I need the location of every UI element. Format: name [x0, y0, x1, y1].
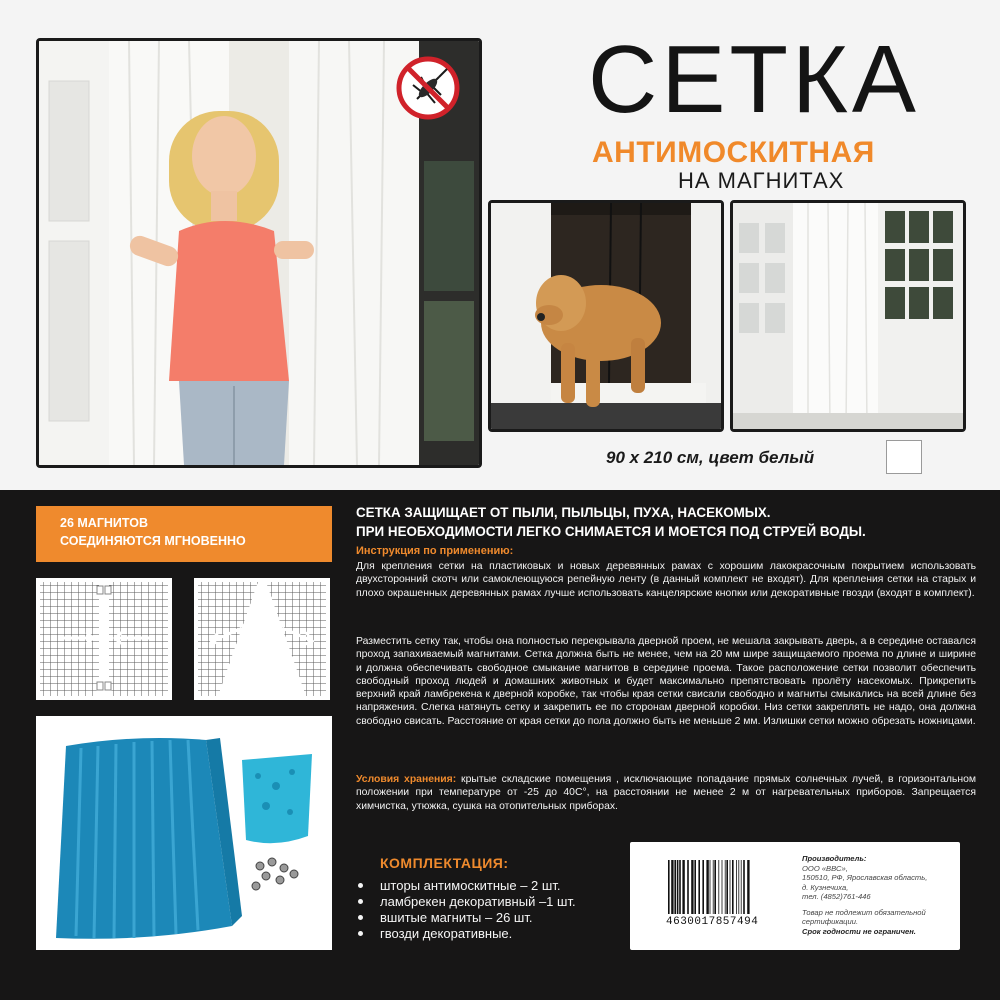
benefits-line-2: ПРИ НЕОБХОДИМОСТИ ЛЕГКО СНИМАЕТСЯ И МОЕТСЯ ПОД СТРУЕЙ ВОДЫ.: [356, 524, 866, 539]
barcode-bar: [671, 860, 673, 914]
barcode-bar: [668, 860, 670, 914]
barcode-bar: [743, 860, 745, 914]
barcode-bar: [718, 860, 719, 914]
kit-contents-photo: [36, 716, 332, 950]
barcode-bar: [732, 860, 734, 914]
kit-item: гвозди декоративные.: [356, 926, 576, 942]
barcode-bar: [687, 860, 689, 914]
dog-photo: [488, 200, 724, 432]
barcode-number: 4630017857494: [666, 916, 759, 928]
barcode-bar: [726, 860, 728, 914]
barcode-bar: [747, 860, 749, 914]
barcode-bar: [736, 860, 737, 914]
size-color-text: 90 х 210 см, цвет белый: [606, 448, 815, 467]
barcode-bar: [674, 860, 676, 914]
color-swatch: [886, 440, 922, 474]
barcode-bar: [741, 860, 742, 914]
product-subtitle-2: НА МАГНИТАХ: [678, 168, 845, 193]
barcode: [666, 860, 792, 914]
maker-line: ООО «ВВС»,: [802, 863, 848, 873]
barcode-bar: [713, 860, 714, 914]
benefits-line-1: СЕТКА ЗАЩИЩАЕТ ОТ ПЫЛИ, ПЫЛЬЦЫ, ПУХА, НАСЕКОМЫХ.: [356, 505, 771, 520]
kit-list: [356, 878, 576, 942]
shelf-life-note: Срок годности не ограничен.: [802, 926, 916, 936]
kit-item: вшитые магниты – 26 шт.: [356, 910, 576, 926]
maker-heading: Производитель:: [802, 854, 867, 863]
barcode-bar: [706, 860, 708, 914]
kit-item: шторы антимоскитные – 2 шт.: [356, 878, 576, 894]
manufacturer-info: [802, 854, 954, 936]
maker-line: д. Кузнечиха,: [802, 882, 849, 892]
woman-doorway-photo: [36, 38, 482, 468]
storage-conditions: [356, 773, 976, 813]
kit-item: ламбрекен декоративный –1 шт.: [356, 894, 576, 910]
barcode-bar: [738, 860, 739, 914]
kit-heading: КОМПЛЕКТАЦИЯ:: [380, 855, 509, 871]
badge-line-1: 26 МАГНИТОВ: [60, 516, 148, 530]
instructions-paragraph-2: Разместить сетку так, чтобы она полностью перекрывала дверной проем, не мешала закрывать дверь, а в середине оставался проход запахиваемый магнитами. Сетка должна быть не менее, чем на 20 мм шире защищаемого проема по длине и ширине и должна обеспечивать свободное смыкание магнитов в середине проема. Такое расположение сетки позволит обеспечить свободный проход людей и домашних животных и будет максимально препятствовать пролёту насекомых. Прикрепить верхний край ламбрекена к дверной коробке, так чтобы края сетки свисали свободно и магниты смыкались на всей длине без напряжения. Слегка натянуть сетку и закрепить ее по сторонам дверной коробки. Низ сетки закреплять не надо, она должна свободно свисать. Расстояние от края сетки до пола должно быть не меньше 2 мм. Излишки сетки можно обрезать ножницами.: [356, 636, 976, 727]
product-subtitle: АНТИМОСКИТНАЯ: [592, 136, 875, 169]
barcode-bar: [677, 860, 679, 914]
storage-text: крытые складские помещения , исключающие попадание прямых солнечных лучей, в горизонтальном положении при температуре от -25 до 40С°, на расстоянии не менее 2 м от нагревательных приборов. Запрещается химчистка, утюжка, сушка на отопительных приборах.: [356, 774, 976, 812]
badge-line-2: СОЕДИНЯЮТСЯ МГНОВЕННО: [60, 534, 246, 548]
magnets-badge: [36, 506, 332, 562]
barcode-bar: [710, 860, 711, 914]
open-net-diagram: [194, 578, 330, 700]
barcode-bar: [694, 860, 696, 914]
barcode-bar: [714, 860, 716, 914]
maker-line: тел. (4852)761-446: [802, 892, 871, 901]
barcode-bar: [679, 860, 681, 914]
barcode-bar: [725, 860, 726, 914]
barcode-bar: [722, 860, 723, 914]
closed-net-diagram: [36, 578, 172, 700]
barcode-bar: [702, 860, 704, 914]
certification-note: Товар не подлежит обязательной сертификации.: [802, 907, 926, 926]
no-mosquito-icon: [395, 55, 461, 121]
main-benefits: [356, 503, 976, 541]
product-title: СЕТКА: [588, 26, 920, 133]
barcode-bar: [682, 860, 684, 914]
barcode-bar: [691, 860, 693, 914]
maker-line: 150510, РФ, Ярославская область,: [802, 873, 928, 882]
instructions-paragraph-1: Для крепления сетки на пластиковых и новых деревянных рамах с хорошим лакокрасочным покрытием использовать двухсторонний скотч или самоклеющуюся репейную ленту (в данный комплект не входят). Для крепления сетки на старых и плохо окрашенных деревянных рамах лучше использовать канцелярские кнопки или декоративные гвозди (входят в комплект).: [356, 561, 976, 599]
barcode-bar: [730, 860, 731, 914]
info-label: [630, 842, 960, 950]
storage-heading: Условия хранения:: [356, 774, 457, 785]
barcode-bar: [698, 860, 700, 914]
instructions-heading: Инструкция по применению:: [356, 545, 514, 557]
door-photo: [730, 200, 966, 432]
